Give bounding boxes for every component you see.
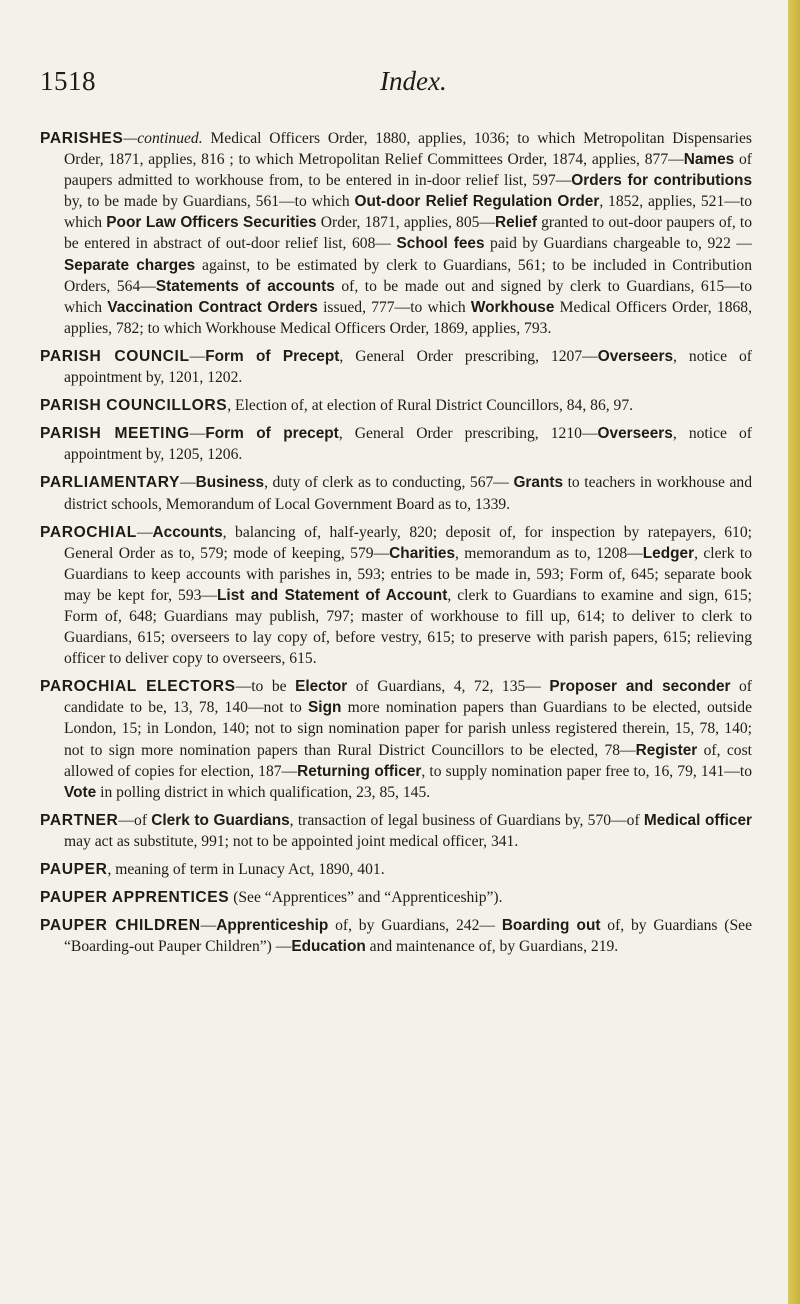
index-subheading: Elector	[295, 678, 348, 696]
index-subheading: Out-door Relief Regulation Order	[354, 193, 600, 211]
index-entry-body	[40, 676, 752, 803]
index-subheading: Names	[683, 151, 735, 169]
index-entry	[40, 522, 752, 670]
index-headword: PAROCHIAL ELECTORS	[40, 678, 236, 696]
index-text: issued, 777—to which	[317, 298, 471, 316]
index-text: paid by Guardians chargeable to, 922 —	[484, 235, 752, 253]
index-subheading: School fees	[396, 235, 485, 253]
index-text: of, to be made out and signed by clerk to Guardians, 615—to which	[64, 277, 752, 316]
index-subheading: Apprenticeship	[216, 917, 329, 935]
index-subheading: Medical officer	[643, 811, 753, 829]
index-text: by, to be made by Guardians, 561—to which	[64, 193, 355, 211]
index-entry-body	[40, 522, 752, 670]
index-text: , to supply nomination paper free to, 16, 79, 141—to	[421, 762, 753, 780]
index-entry-body	[40, 128, 752, 339]
index-subheading: Clerk to Guardians	[151, 811, 290, 829]
index-subheading: Form of precept	[205, 425, 339, 443]
index-entry-body	[40, 472, 752, 514]
index-text: , Election of, at election of Rural District Councillors, 84, 86, 97.	[227, 397, 634, 415]
index-text: in polling district in which qualification, 23, 85, 145.	[96, 783, 431, 801]
index-subheading: Overseers	[597, 425, 673, 443]
index-headword-suffix: —continued.	[123, 130, 203, 147]
index-subheading: Boarding out	[501, 917, 601, 935]
index-text: against, to be estimated by clerk to Guardians, 561; to be included in Contribution Orders, 564—	[64, 256, 752, 295]
index-text: may act as substitute, 991; not to be appointed joint medical officer, 341.	[64, 832, 519, 850]
index-headword: PAROCHIAL	[40, 523, 137, 541]
index-subheading: Accounts	[152, 523, 223, 541]
index-entry	[40, 887, 752, 908]
page-number: 1518	[40, 66, 96, 96]
index-entry	[40, 676, 752, 803]
index-text: Medical Officers Order, 1880, applies, 1036; to which Metropolitan Dispensaries Order, 1871, applies, 816 ; to which Metropolitan Relief Committees Order, 1874, applies, 877—	[64, 130, 752, 169]
index-text: —	[189, 425, 206, 443]
index-text: , duty of clerk as to conducting, 567—	[264, 474, 514, 492]
index-subheading: Education	[291, 938, 366, 956]
index-text: of, cost allowed of copies for election, 187—	[64, 741, 752, 780]
index-text: —to be	[235, 678, 296, 696]
index-subheading: Poor Law Officers Securities	[106, 214, 317, 232]
index-headword: PAUPER CHILDREN	[40, 917, 201, 935]
index-text: —	[136, 523, 153, 541]
index-subheading: Charities	[389, 544, 456, 562]
index-subheading: Proposer and seconder	[549, 678, 731, 696]
index-entry-body	[40, 810, 752, 852]
index-text: , transaction of legal business of Guardians by, 570—of	[289, 811, 644, 829]
index-entry	[40, 423, 752, 465]
index-subheading: Separate charges	[64, 256, 196, 274]
index-text: , General Order prescribing, 1210—	[338, 425, 598, 443]
index-text: of Guardians, 4, 72, 135—	[347, 678, 550, 696]
index-text: —	[200, 917, 217, 935]
index-text: , notice of appointment by, 1201, 1202.	[64, 347, 752, 387]
index-text: , meaning of term in Lunacy Act, 1890, 401.	[107, 861, 385, 878]
index-subheading: List and Statement of Account	[217, 586, 448, 604]
index-text: (See “Apprentices” and “Apprenticeship”).	[229, 889, 503, 907]
index-text: , notice of appointment by, 1205, 1206.	[64, 425, 752, 464]
index-headword: PAUPER	[40, 861, 108, 878]
index-text: , clerk to Guardians to examine and sign, 615; Form of, 648; Guardians may publish, 797; master of workhouse to fill up, 614; to deliver to clerk to Guardians, 615; overseers to lay copy of, before vestry, 615; to preserve with parish papers, 615; relieving officer to deliver copy to overseers, 615.	[64, 586, 752, 668]
index-headword: PARTNER	[40, 811, 119, 829]
index-text: granted to out-door paupers of, to be entered in abstract of out-door relief list, 608—	[64, 214, 753, 253]
index-headword: PARISH COUNCILLORS	[40, 397, 228, 415]
index-headword: PAUPER APPRENTICES	[40, 889, 230, 907]
index-text: to teachers in workhouse and district schools, Memorandum of Local Government Board as to, 1339.	[64, 474, 752, 513]
index-text: —	[180, 474, 196, 492]
index-entry-body	[40, 887, 752, 908]
index-subheading: Register	[635, 741, 698, 759]
index-subheading: Grants	[513, 474, 564, 492]
index-headword: PARISH MEETING	[40, 425, 190, 443]
running-title: Index.	[380, 66, 447, 96]
index-subheading: Vote	[64, 783, 97, 801]
index-text: , balancing of, half-yearly, 820; deposit of, for inspection by ratepayers, 610; General Order as to, 579; mode of keeping, 579—	[64, 523, 752, 562]
index-text: of, by Guardians, 242—	[328, 917, 502, 935]
index-content	[40, 128, 752, 964]
index-entry	[40, 128, 752, 339]
index-subheading: Workhouse	[470, 298, 555, 316]
index-subheading: Orders for contributions	[571, 172, 752, 190]
index-subheading: Business	[195, 474, 265, 492]
index-subheading: Statements of accounts	[155, 277, 335, 295]
index-text: more nomination papers than Guardians to be elected, outside London, 15; in London, 140; not to sign nomination paper for parish unless registered therein, 15, 78, 140; not to sign more nomination papers than Rural District Councillors to be elected, 78—	[64, 699, 752, 759]
index-subheading: Sign	[308, 699, 342, 717]
index-headword: PARISH COUNCIL	[40, 347, 190, 365]
index-entry	[40, 915, 752, 957]
page-edge	[788, 0, 800, 1304]
index-text: —of	[118, 811, 152, 829]
index-headword: PARISHES	[40, 130, 124, 147]
index-text: , memorandum as to, 1208—	[455, 544, 643, 562]
index-text: , General Order prescribing, 1207—	[339, 347, 598, 365]
index-subheading: Ledger	[642, 544, 695, 562]
index-subheading: Form of Precept	[205, 347, 340, 365]
index-text: , 1852, applies, 521—to which	[64, 193, 752, 232]
index-entry-body	[40, 915, 752, 957]
running-head	[40, 66, 752, 106]
index-entry	[40, 472, 752, 514]
index-entry-body	[40, 346, 752, 388]
index-subheading: Relief	[495, 214, 537, 232]
index-subheading: Vaccination Contract Orders	[107, 298, 318, 316]
index-entry-body	[40, 859, 752, 880]
index-subheading: Returning officer	[297, 762, 422, 780]
index-entry-body	[40, 395, 752, 416]
index-text: of, by Guardians (See “Boarding-out Pauper Children”) —	[64, 917, 753, 956]
index-headword: PARLIAMENTARY	[40, 474, 181, 492]
index-text: of candidate to be, 13, 78, 140—not to	[64, 678, 753, 717]
index-entry	[40, 395, 752, 416]
index-text: Medical Officers Order, 1868, applies, 782; to which Workhouse Medical Officers Order, 1869, applies, 793.	[64, 298, 752, 337]
index-entry	[40, 346, 752, 388]
index-entry	[40, 810, 752, 852]
index-entry-body	[40, 423, 752, 465]
index-text: Order, 1871, applies, 805—	[316, 214, 496, 232]
index-text: of paupers admitted to workhouse from, to be entered in in-door relief list, 597—	[64, 151, 752, 190]
index-text: , clerk to Guardians to keep accounts with parishes in, 593; entries to be made in, 593; Form of, 645; separate book may be kept for, 593—	[64, 544, 752, 604]
index-entry	[40, 859, 752, 880]
index-text: —	[189, 347, 206, 365]
index-text: and maintenance of, by Guardians, 219.	[365, 938, 619, 956]
index-subheading: Overseers	[597, 347, 674, 365]
